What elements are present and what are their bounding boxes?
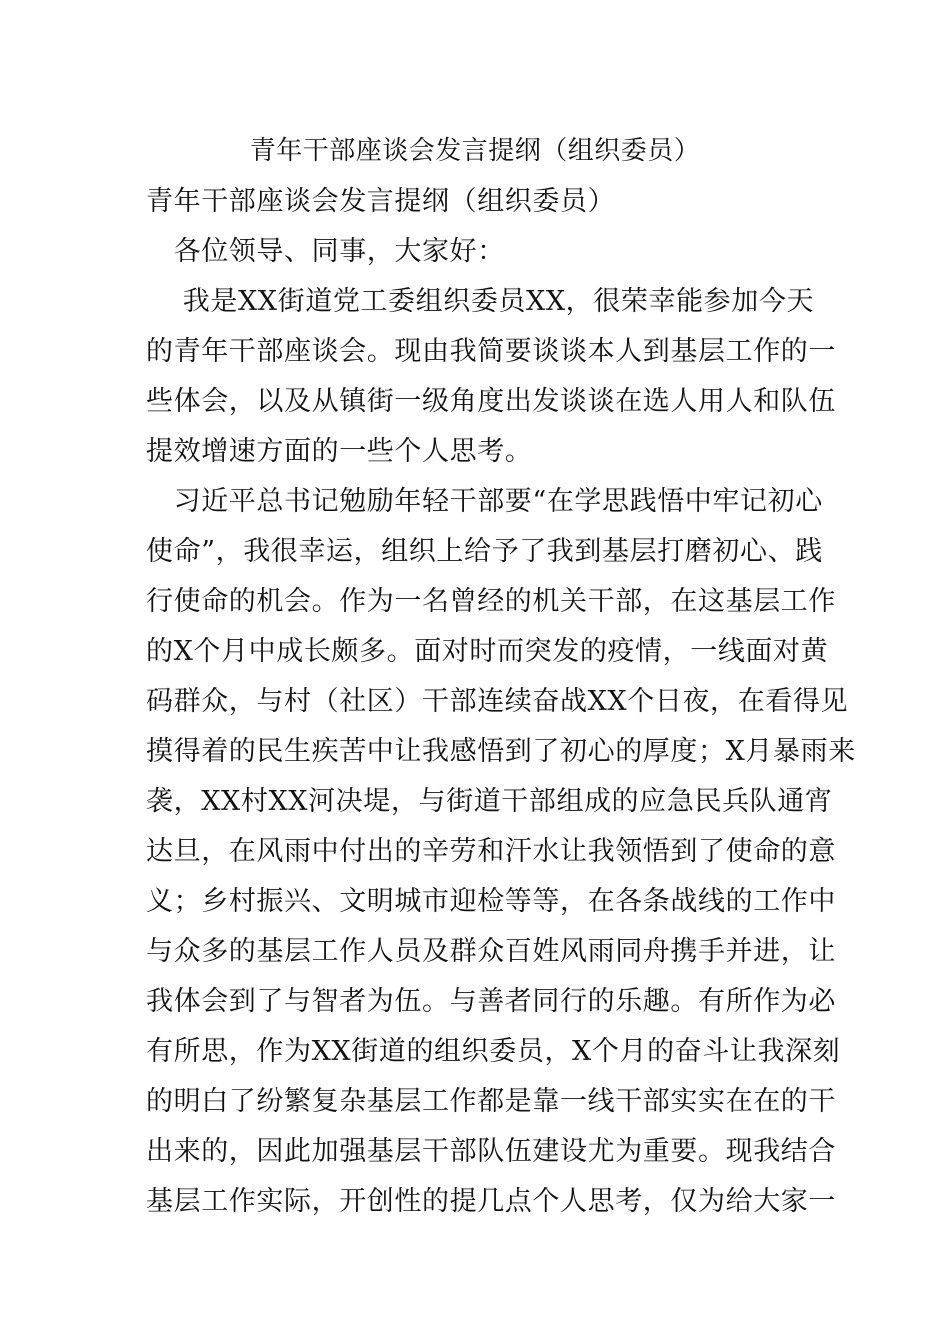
body-line: 各位领导、同事，大家好：	[146, 236, 505, 267]
body-line: 出来的，因此加强基层干部队伍建设尤为重要。现我结合	[146, 1136, 836, 1167]
body-line: 行使命的机会。作为一名曾经的机关干部，在这基层工作	[146, 586, 836, 617]
body-line: 与众多的基层工作人员及群众百姓风雨同舟携手并进，让	[146, 936, 836, 967]
body-line: 袭，XX村XX河决堤，与街道干部组成的应急民兵队通宵	[146, 786, 833, 817]
body-line: 义；乡村振兴、文明城市迎检等等，在各条战线的工作中	[146, 886, 836, 917]
body-line: 些体会，以及从镇街一级角度出发谈谈在选人用人和队伍	[146, 386, 836, 417]
body-line: 摸得着的民生疾苦中让我感悟到了初心的厚度；X月暴雨来	[146, 736, 856, 767]
body-line: 的青年干部座谈会。现由我简要谈谈本人到基层工作的一	[146, 336, 836, 367]
body-line: 我体会到了与智者为伍。与善者同行的乐趣。有所作为必	[146, 986, 836, 1017]
body-line: 的明白了纷繁复杂基层工作都是靠一线干部实实在在的干	[146, 1086, 836, 1117]
body-line: 使命”，我很幸运，组织上给予了我到基层打磨初心、践	[146, 536, 823, 567]
body-line: 有所思，作为XX街道的组织委员，X个月的奋斗让我深刻	[146, 1036, 841, 1067]
body-line: 达旦，在风雨中付出的辛劳和汗水让我领悟到了使命的意	[146, 836, 836, 867]
body-line: 我是XX街道党工委组织委员XX，很荣幸能参加今天	[146, 286, 815, 317]
body-line: 青年干部座谈会发言提纲（组织委员）	[146, 186, 616, 217]
body-line: 基层工作实际，开创性的提几点个人思考，仅为给大家一	[146, 1186, 836, 1217]
body-line: 习近平总书记勉励年轻干部要“在学思践悟中牢记初心	[146, 486, 823, 517]
body-line: 提效增速方面的一些个人思考。	[146, 436, 533, 467]
body-line: 的X个月中成长颇多。面对时而突发的疫情，一线面对黄	[146, 636, 829, 667]
document-title: 青年干部座谈会发言提纲（组织委员）	[249, 136, 701, 166]
body-line: 码群众，与村（社区）干部连续奋战XX个日夜，在看得见	[146, 686, 849, 717]
